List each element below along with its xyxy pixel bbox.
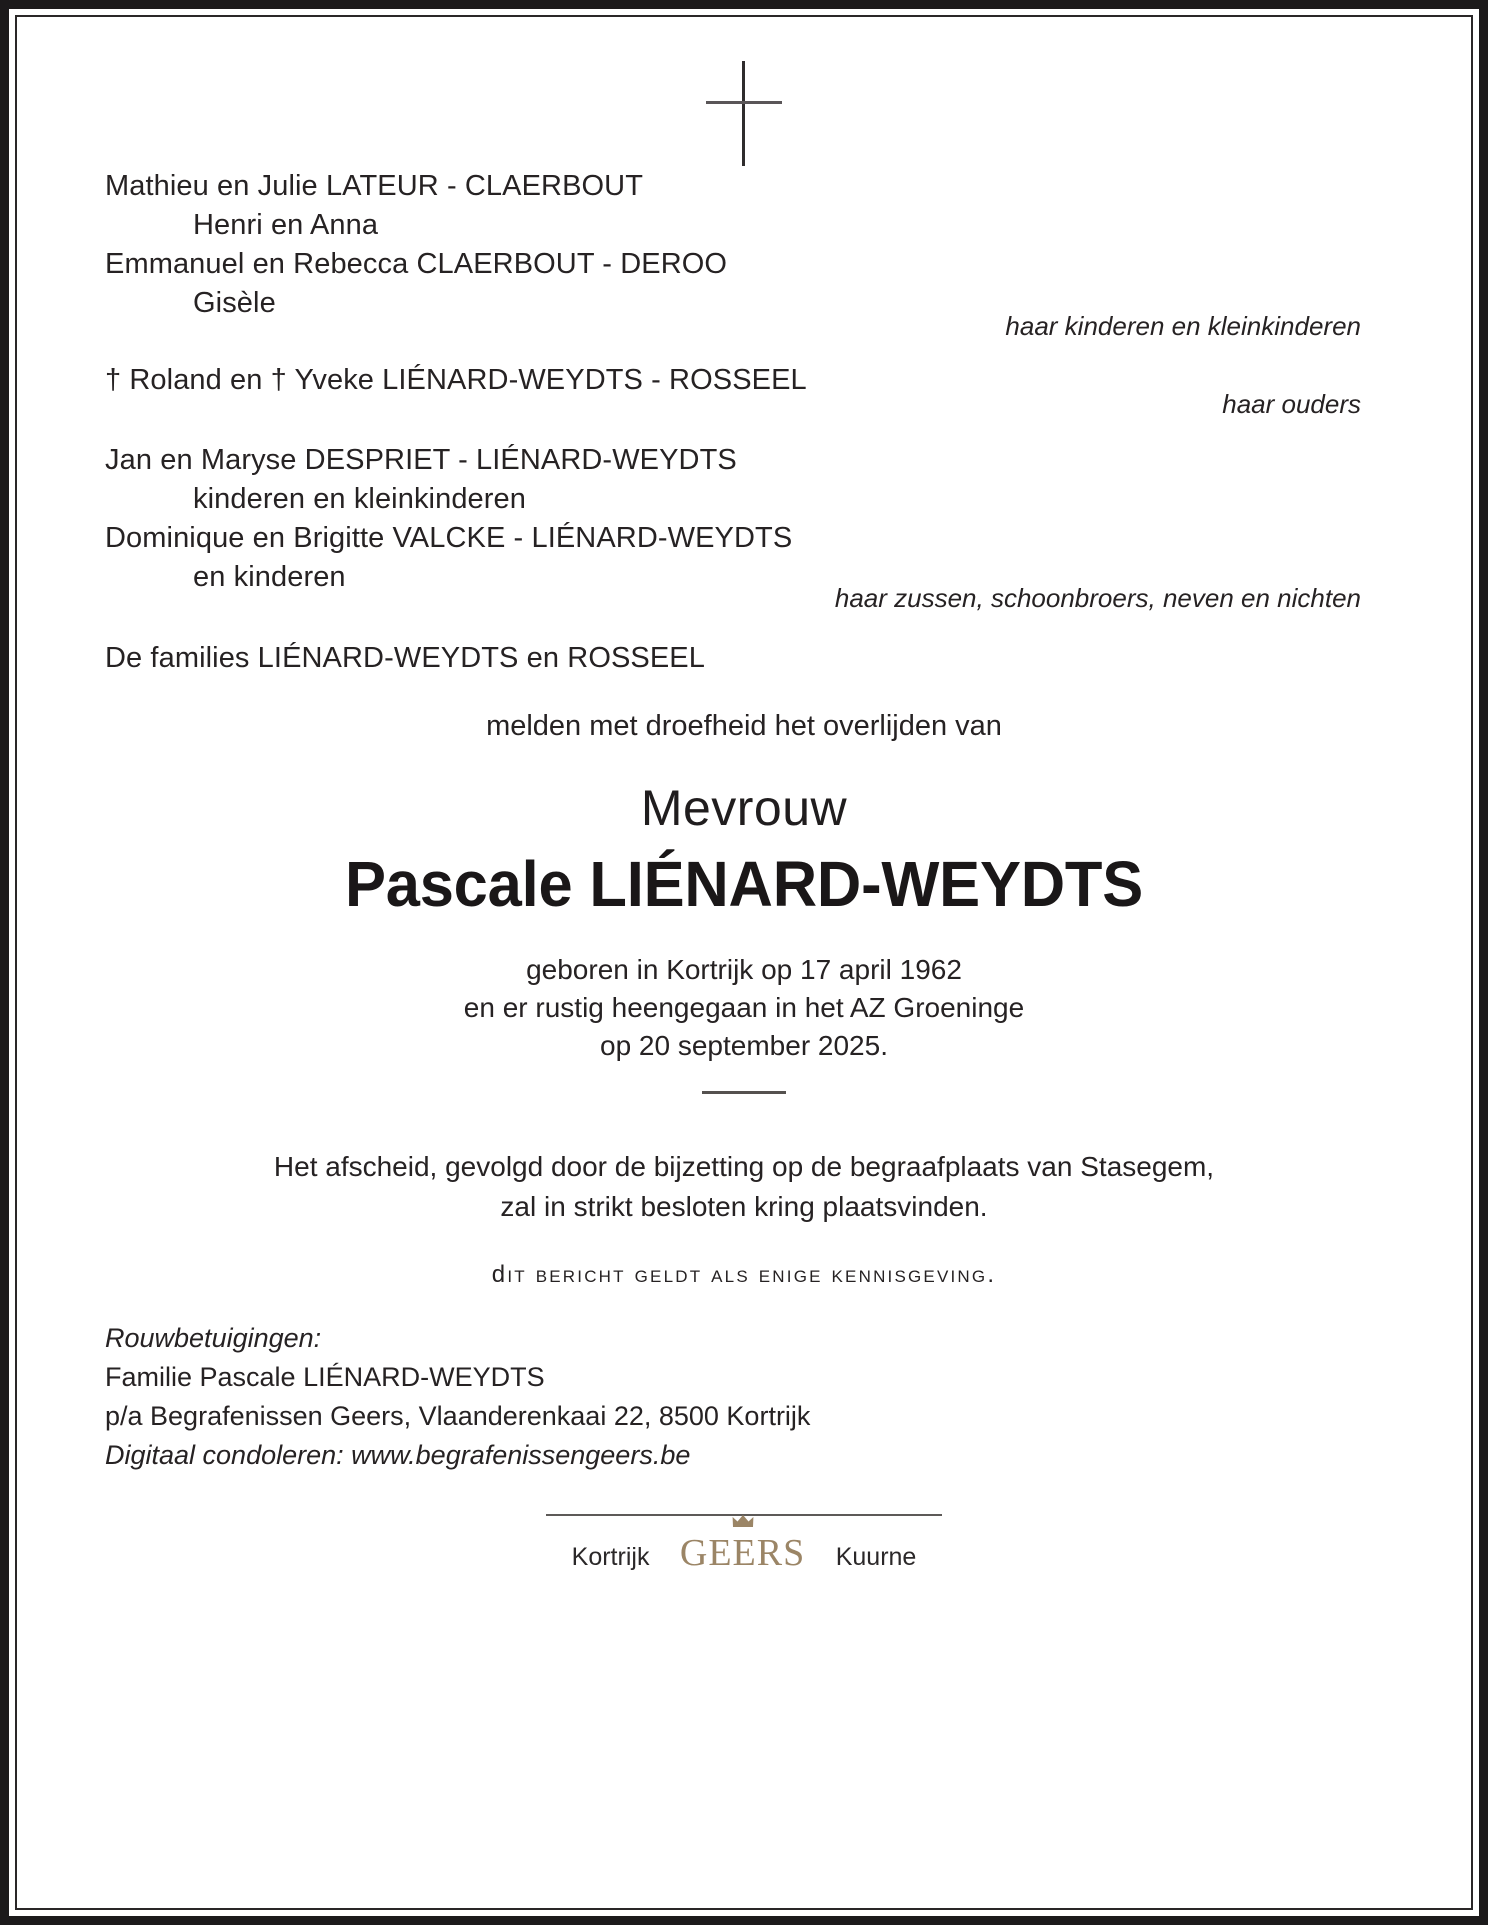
parents-relation-label: haar ouders — [1222, 389, 1361, 419]
family-line: en kinderen — [193, 561, 346, 593]
condolences-family: Familie Pascale LIÉNARD-WEYDTS — [105, 1362, 545, 1392]
children-group — [19, 167, 1469, 323]
condolences-address: p/a Begrafenissen Geers, Vlaanderenkaai 22, 8500 Kortrijk — [105, 1401, 811, 1431]
footer-city-left: Kortrijk — [571, 1543, 650, 1571]
ceremony-line: Het afscheid, gevolgd door de bijzetting op de begraafplaats van Stasegem, — [273, 1151, 1215, 1182]
children-relation-label: haar kinderen en kleinkinderen — [1005, 311, 1361, 341]
condolences-website[interactable]: Digitaal condoleren: www.begrafenissengeers.be — [105, 1440, 691, 1470]
siblings-relation-label: haar zussen, schoonbroers, neven en nichten — [834, 583, 1361, 613]
families-line: De families LIÉNARD-WEYDTS en ROSSEEL — [105, 642, 705, 674]
card-sheet — [19, 19, 1469, 1906]
geers-logo — [680, 1531, 805, 1575]
condolences-block — [19, 1319, 1469, 1475]
crown-icon — [732, 1514, 754, 1528]
families-group — [19, 639, 1469, 678]
cross-horizontal-stroke — [706, 101, 782, 104]
family-line: Jan en Maryse DESPRIET - LIÉNARD-WEYDTS — [105, 444, 737, 476]
siblings-group — [19, 441, 1469, 597]
footer-city-right: Kuurne — [835, 1543, 917, 1571]
ceremony-info — [19, 1147, 1469, 1227]
family-line: Emmanuel en Rebecca CLAERBOUT - DEROO — [105, 248, 728, 280]
family-line: † Roland en † Yveke LIÉNARD-WEYDTS - ROSSEEL — [105, 364, 807, 396]
family-line: Dominique en Brigitte VALCKE - LIÉNARD-WEYDTS — [105, 522, 793, 554]
death-place-line: en er rustig heengegaan in het AZ Groeninge — [463, 992, 1025, 1023]
sole-notification-text: dit bericht geldt als enige kennisgeving. — [491, 1261, 997, 1288]
cross-vertical-stroke — [742, 61, 745, 166]
family-line: Henri en Anna — [193, 209, 379, 241]
footer-branding — [19, 1531, 1469, 1575]
geers-wordmark: GEERS — [679, 1532, 806, 1574]
deceased-title: Mevrouw — [640, 780, 848, 836]
condolences-heading: Rouwbetuigingen: — [105, 1323, 322, 1353]
deceased-name: Pascale LIÉNARD-WEYDTS — [344, 848, 1144, 920]
family-line: Gisèle — [193, 287, 276, 319]
birth-line: geboren in Kortrijk op 17 april 1962 — [526, 954, 962, 985]
family-line: Mathieu en Julie LATEUR - CLAERBOUT — [105, 170, 644, 202]
announcement-intro: melden met droefheid het overlijden van — [486, 710, 1002, 742]
cross-icon — [699, 61, 789, 166]
death-date-line: op 20 september 2025. — [600, 1030, 888, 1061]
deceased-details — [19, 951, 1469, 1065]
family-line: kinderen en kleinkinderen — [193, 483, 526, 515]
section-divider — [702, 1091, 786, 1094]
ceremony-line: zal in strikt besloten kring plaatsvinden. — [500, 1191, 988, 1222]
